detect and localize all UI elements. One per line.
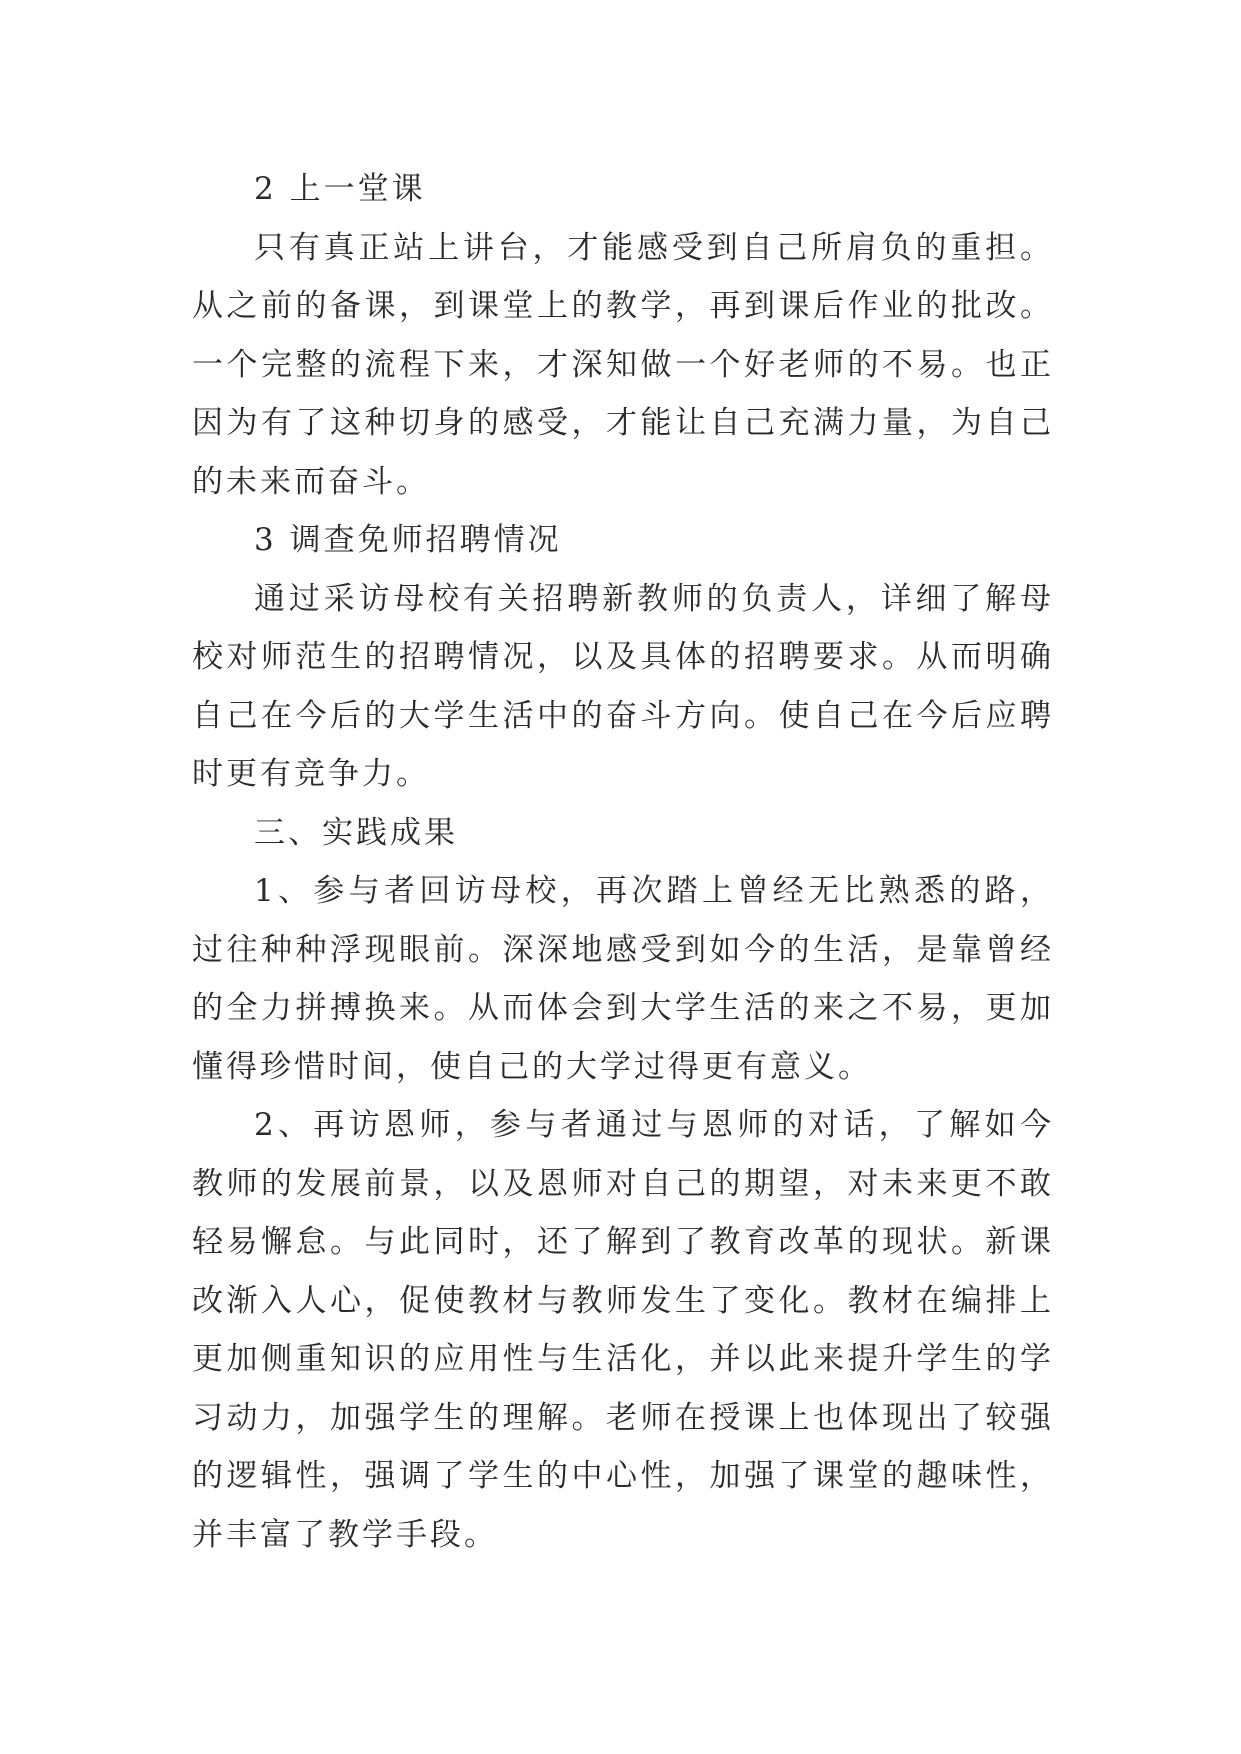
- document-body: [192, 160, 1054, 1564]
- section-heading-results: 三、实践成果: [254, 814, 458, 851]
- section-heading-teach-class: 2 上一堂课: [254, 171, 426, 207]
- paragraph-result-2: 2、再访恩师，参与者通过与恩师的对话，了解如今教师的发展前景，以及恩师对自己的期望，对未来更不敢轻易懈怠。与此同时，还了解到了教育改革的现状。新课改渐入人心，促使教材与教师发生了变化。教材在编排上更加侧重知识的应用性与生活化，并以此来提升学生的学习动力，加强学生的理解。老师在授课上也体现出了较强的逻辑性，强调了学生的中心性，加强了课堂的趣味性，并丰富了教学手段。: [192, 1107, 1054, 1553]
- paragraph-teach-class: 只有真正站上讲台，才能感受到自己所肩负的重担。从之前的备课，到课堂上的教学，再到课后作业的批改。一个完整的流程下来，才深知做一个好老师的不易。也正因为有了这种切身的感受，才能让自己充满力量，为自己的未来而奋斗。: [192, 229, 1054, 500]
- paragraph-recruitment-survey: 通过采访母校有关招聘新教师的负责人，详细了解母校对师范生的招聘情况，以及具体的招聘要求。从而明确自己在今后的大学生活中的奋斗方向。使自己在今后应聘时更有竞争力。: [192, 580, 1054, 792]
- section-heading-recruitment-survey: 3 调查免师招聘情况: [254, 522, 562, 558]
- paragraph-result-1: 1、参与者回访母校，再次踏上曾经无比熟悉的路，过往种种浮现眼前。深深地感受到如今的生活，是靠曾经的全力拼搏换来。从而体会到大学生活的来之不易，更加懂得珍惜时间，使自己的大学过得更有意义。: [192, 873, 1054, 1085]
